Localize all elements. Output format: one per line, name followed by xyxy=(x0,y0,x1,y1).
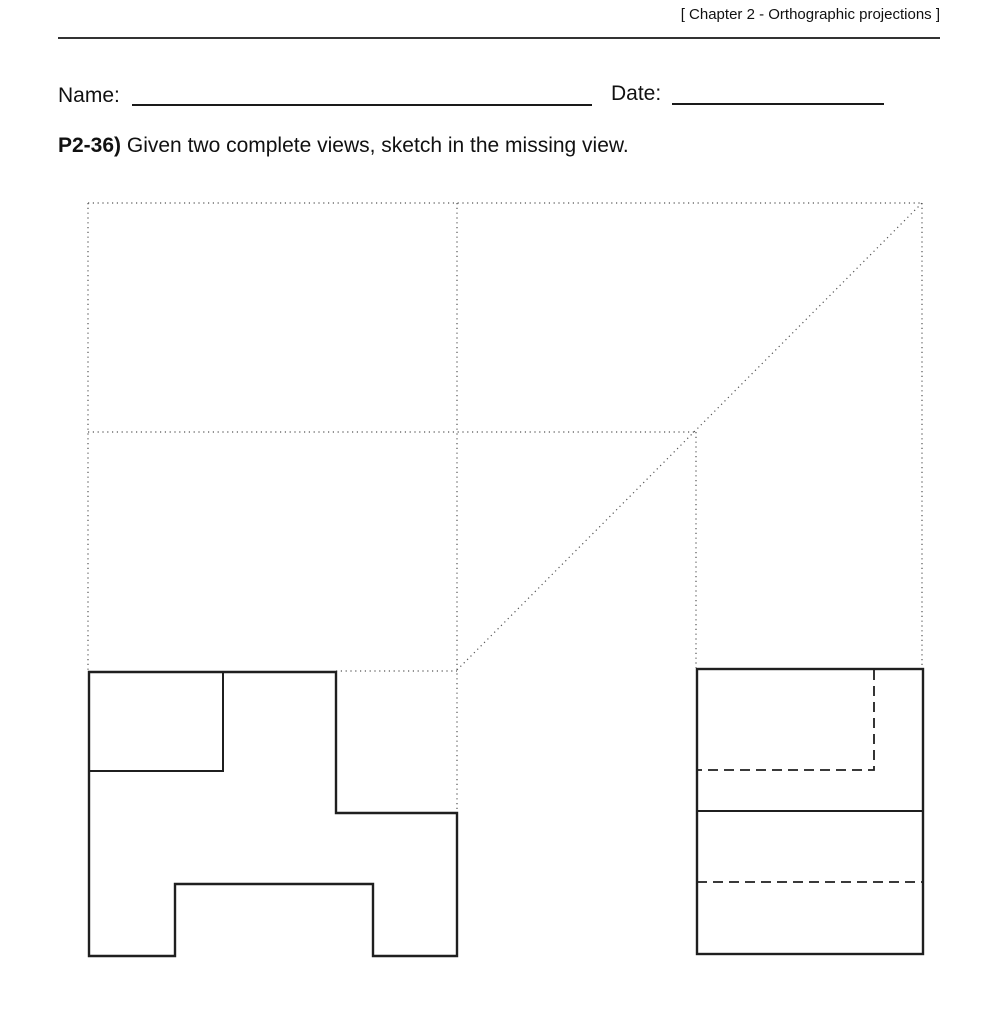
side-view xyxy=(697,669,923,954)
chapter-header: [ Chapter 2 - Orthographic projections ] xyxy=(680,6,940,23)
projection-guides xyxy=(88,203,922,955)
front-view xyxy=(89,672,457,956)
name-label: Name: xyxy=(58,84,120,107)
guide-miter-line xyxy=(457,203,922,670)
front-view-inner-edge xyxy=(89,672,223,771)
problem-instruction: Given two complete views, sketch in the missing view. xyxy=(126,134,629,157)
problem-number: P2-36) xyxy=(58,134,122,157)
side-view-hidden-upper xyxy=(697,670,874,770)
front-view-outline xyxy=(89,672,457,956)
date-label: Date: xyxy=(611,82,662,105)
